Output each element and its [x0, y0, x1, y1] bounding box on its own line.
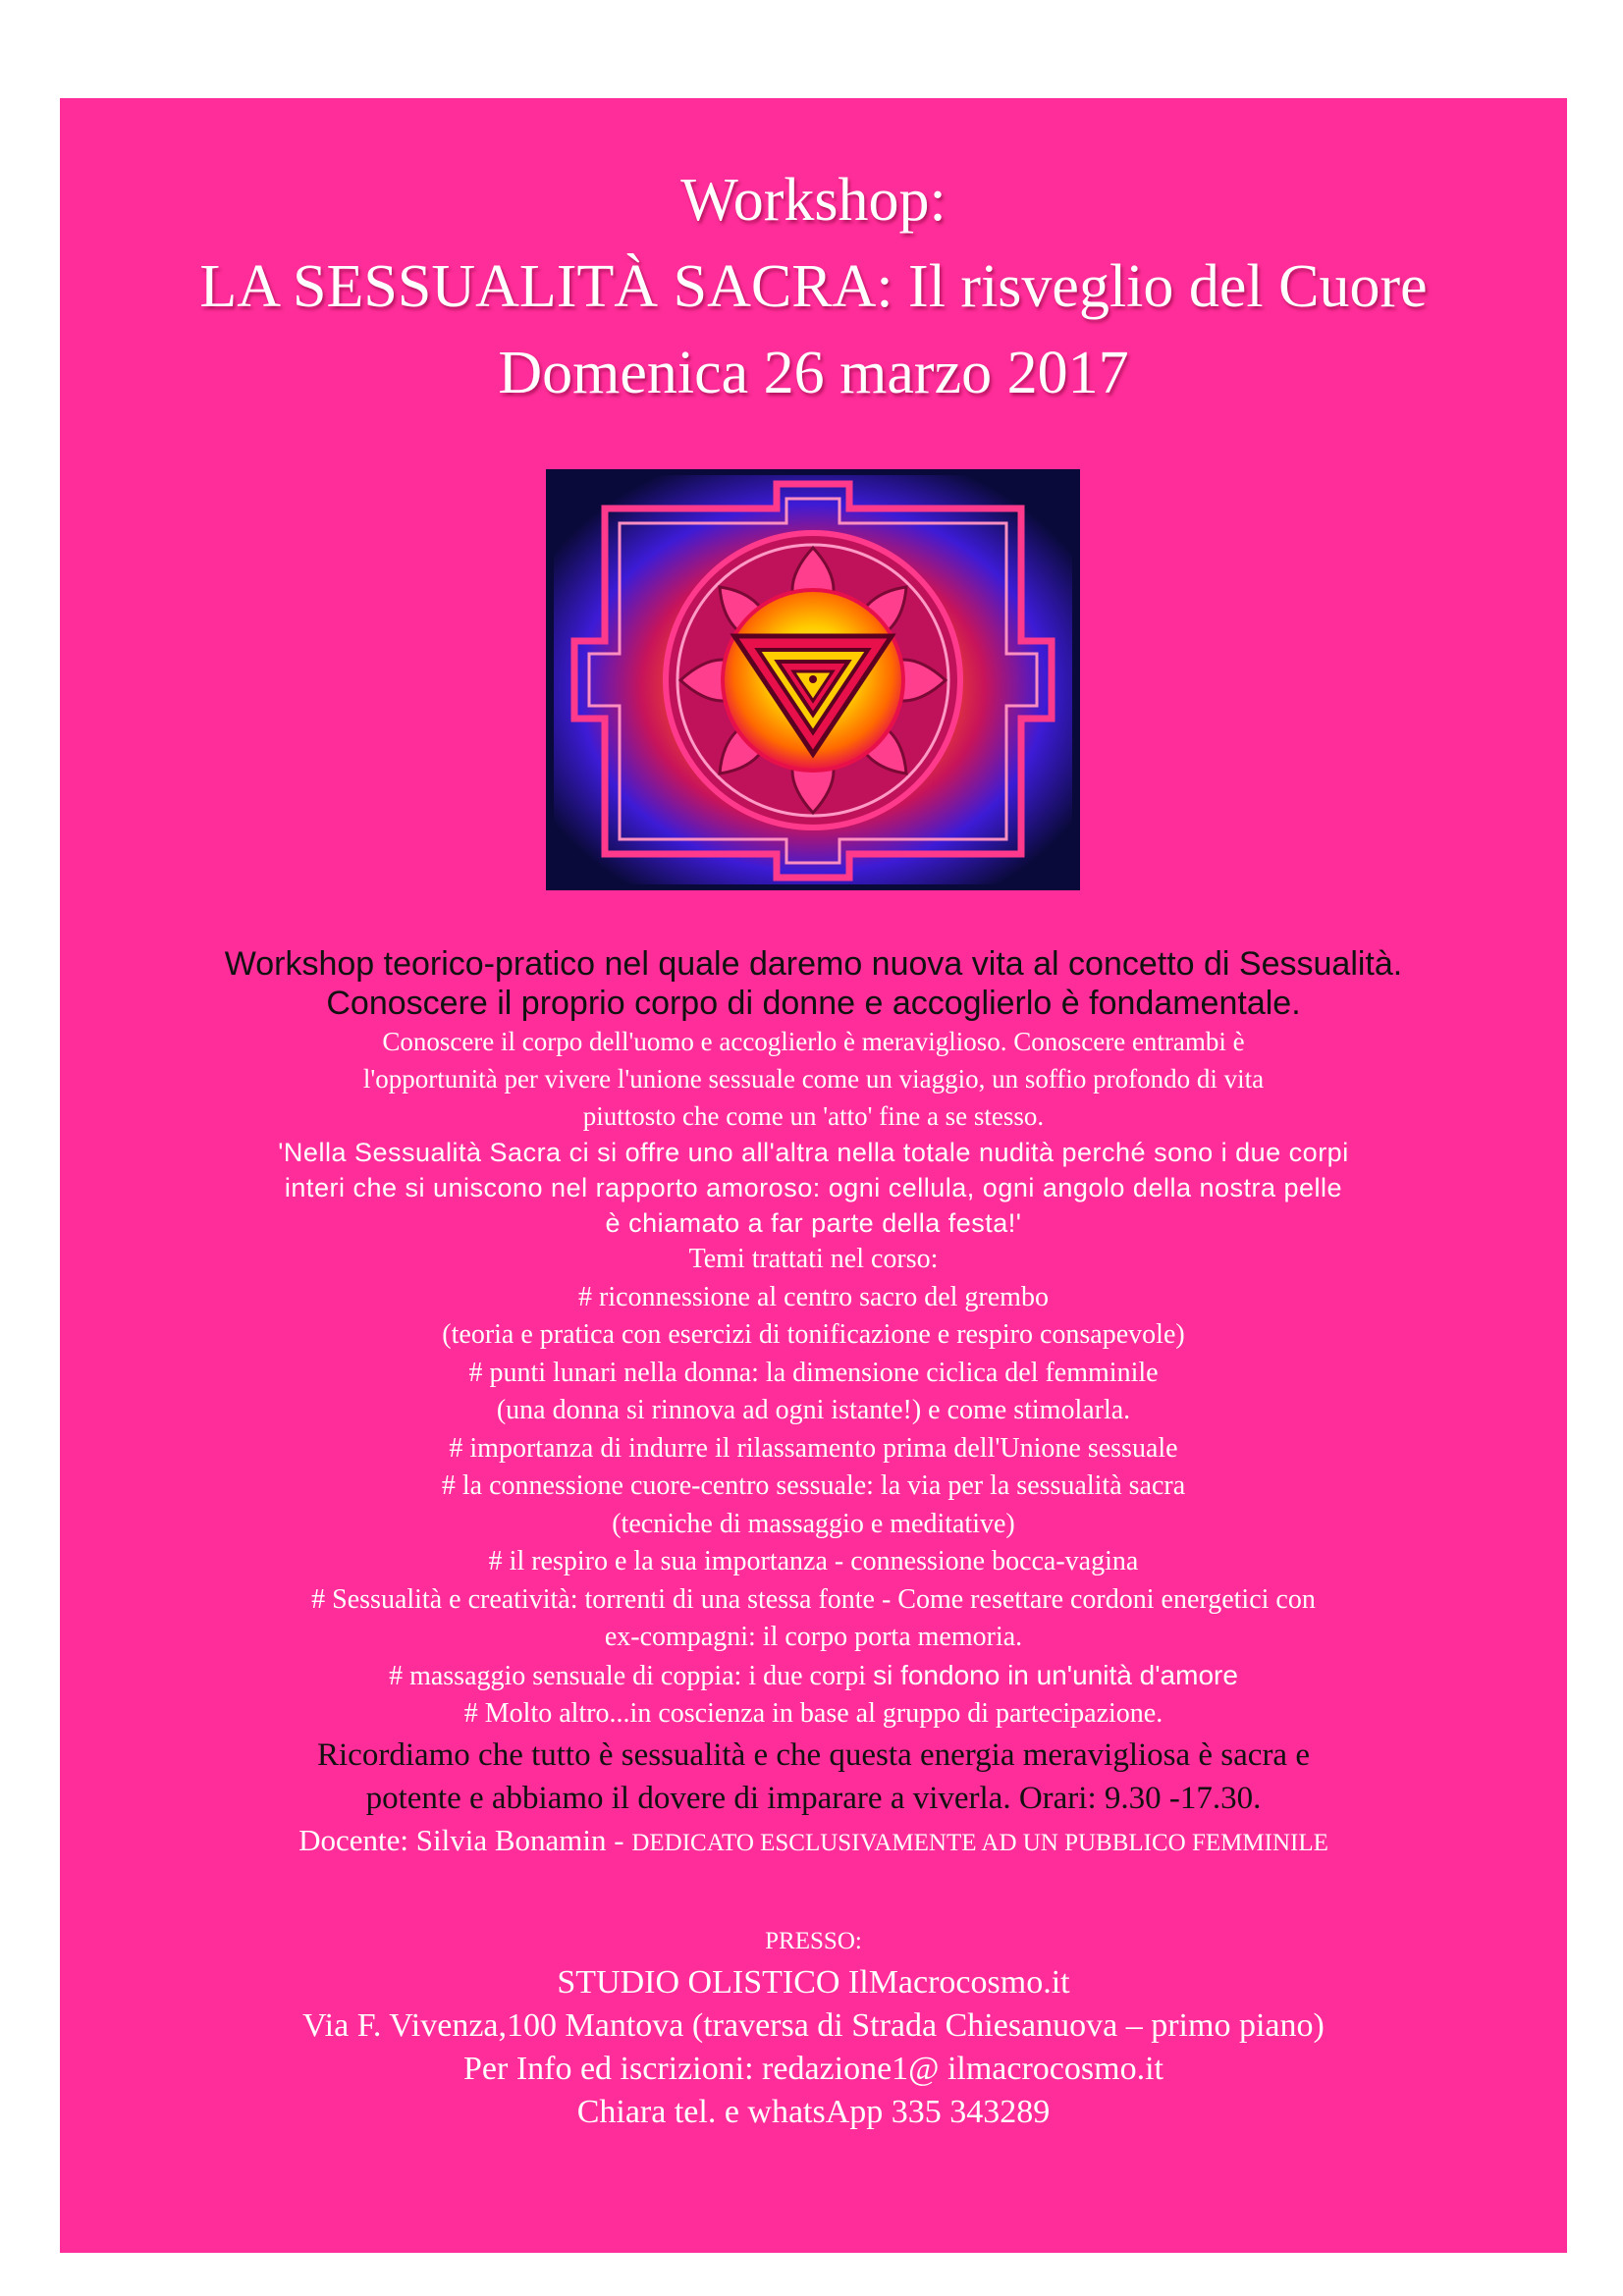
poster	[60, 98, 1567, 2253]
header	[60, 157, 1567, 416]
topic-item: # Sessualità e creatività: torrenti di una stessa fonte - Come resettare cordoni energetici con	[311, 1583, 1316, 1615]
topic-item: ex-compagni: il corpo porta memoria.	[604, 1622, 1023, 1652]
footer	[60, 1922, 1567, 2134]
paragraph-line-2: l'opportunità per vivere l'unione sessuale come un viaggio, un soffio profondo di vita	[362, 1064, 1265, 1094]
topic-item: # riconnessione al centro sacro del grembo	[578, 1281, 1049, 1312]
closing-line-1: Ricordiamo che tutto è sessualità e che questa energia meravigliosa è sacra e	[317, 1736, 1310, 1773]
phone-contact: Chiara tel. e whatsApp 335 343289	[576, 2094, 1051, 2130]
topic-item	[60, 1657, 1567, 1696]
description	[60, 944, 1567, 1864]
topic-item: # la connessione cuore-centro sessuale: la via per la sessualità sacra	[441, 1470, 1186, 1501]
quote-line-1: 'Nella Sessualità Sacra ci si offre uno all'altra nella totale nudità perché sono i due corpi	[278, 1138, 1349, 1167]
paragraph-line-3: piuttosto che come un 'atto' fine a se stesso.	[582, 1101, 1045, 1131]
topic-item: # il respiro e la sua importanza - connessione bocca-vagina	[488, 1546, 1139, 1576]
intro-line-1: Workshop teorico-pratico nel quale daremo nuova vita al concetto di Sessualità.	[224, 945, 1403, 983]
topic-massaggio-part-1: # massaggio sensuale di coppia: i due corpi	[389, 1660, 874, 1691]
intro-line-2: Conoscere il proprio corpo di donne e accoglierlo è fondamentale.	[326, 985, 1301, 1022]
topic-item: # punti lunari nella donna: la dimensione ciclica del femminile	[468, 1357, 1159, 1388]
quote-line-3: è chiamato a far parte della festa!'	[605, 1208, 1022, 1238]
topic-item: (tecniche di massaggio e meditative)	[612, 1508, 1015, 1539]
closing-line-2: potente e abbiamo il dovere di imparare a viverla. Orari: 9.30 -17.30.	[365, 1780, 1262, 1816]
docente-label: Docente: Silvia Bonamin -	[298, 1822, 632, 1857]
studio-name: STUDIO OLISTICO IlMacrocosmo.it	[557, 1964, 1070, 2001]
workshop-title: LA SESSUALITÀ SACRA: Il risveglio del Cuore	[199, 253, 1428, 320]
topics-label: Temi trattati nel corso:	[688, 1244, 939, 1274]
topic-item: # Molto altro...in coscienza in base al gruppo di partecipazione.	[463, 1698, 1163, 1729]
yoni-yantra-image	[546, 469, 1080, 890]
event-date: Domenica 26 marzo 2017	[498, 340, 1129, 406]
audience-note: DEDICATO ESCLUSIVAMENTE AD UN PUBBLICO FEMMINILE	[631, 1829, 1328, 1856]
docente-line	[60, 1820, 1567, 1864]
topic-item: (una donna si rinnova ad ogni istante!) e come stimolarla.	[496, 1395, 1131, 1425]
info-contact: Per Info ed iscrizioni: redazione1@ ilmacrocosmo.it	[463, 2051, 1163, 2087]
topic-massaggio-part-2: si fondono in un'unità d'amore	[873, 1659, 1238, 1690]
topic-item: # importanza di indurre il rilassamento prima dell'Unione sessuale	[449, 1432, 1178, 1464]
paragraph-line-1: Conoscere il corpo dell'uomo e accoglierlo è meraviglioso. Conoscere entrambi è	[382, 1027, 1245, 1056]
presso-label: PRESSO:	[765, 1928, 862, 1954]
page-title: Workshop:	[680, 167, 947, 234]
address: Via F. Vivenza,100 Mantova (traversa di Strada Chiesanuova – primo piano)	[302, 2007, 1325, 2044]
topic-item: (teoria e pratica con esercizi di tonificazione e respiro consapevole)	[442, 1319, 1185, 1350]
quote-line-2: interi che si uniscono nel rapporto amoroso: ogni cellula, ogni angolo della nostra pelle	[284, 1173, 1343, 1202]
